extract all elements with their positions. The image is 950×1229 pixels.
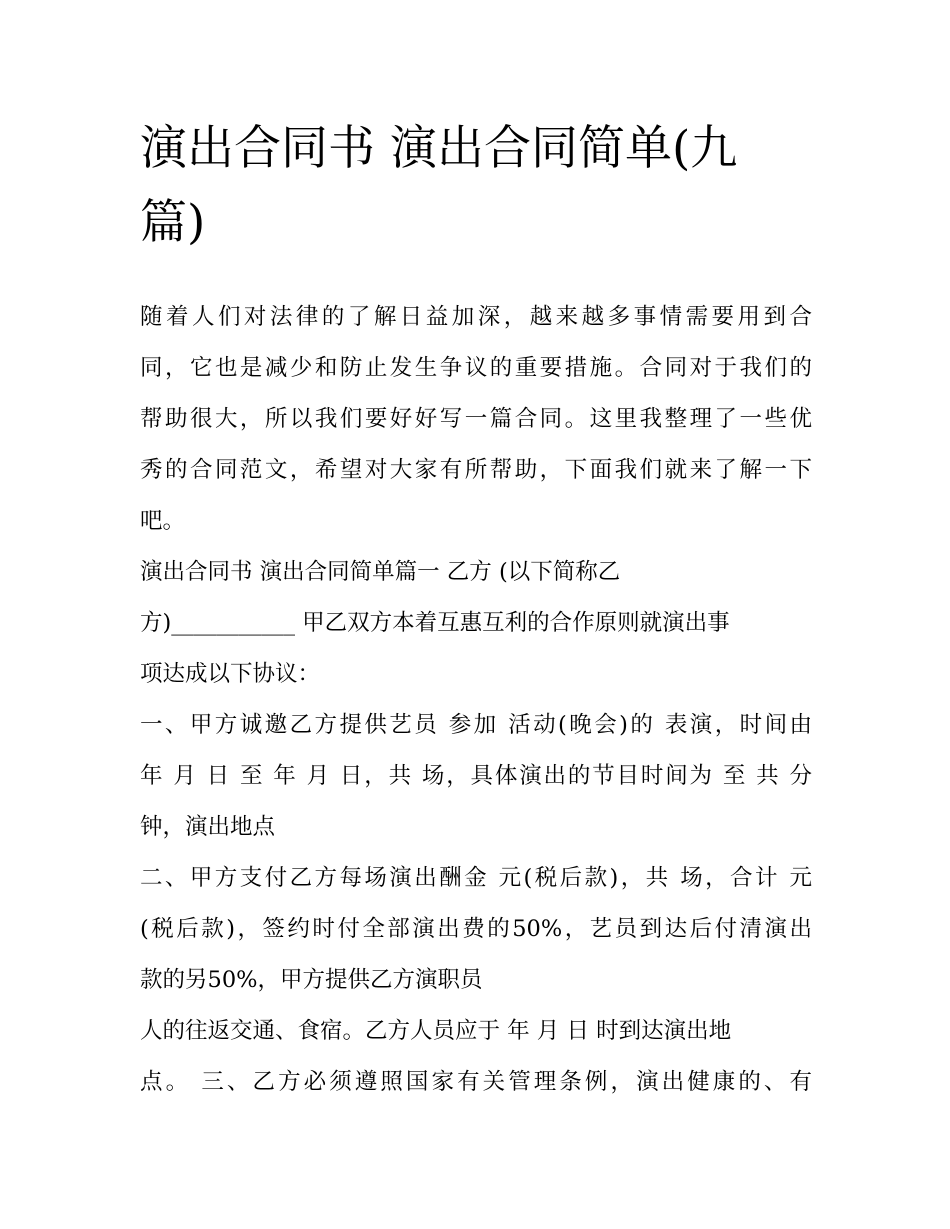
text-line: 二、甲方支付乙方每场演出酬金 元(税后款)，共 场，合计 元 <box>140 865 812 891</box>
text-line: 款的另50%，甲方提供乙方演职员 <box>140 967 483 993</box>
text-line: 项达成以下协议： <box>140 661 321 687</box>
document-title <box>140 0 812 260</box>
text-line: 钟，演出地点 <box>140 814 276 840</box>
title-line: 演出合同书 演出合同简单(九 <box>140 121 738 176</box>
text-line: 人的往返交通、食宿。乙方人员应于 年 月 日 时到达演出地 <box>140 1018 732 1044</box>
text-line: 年 月 日 至 年 月 日，共 场，具体演出的节目时间为 至 共 分 <box>140 763 812 789</box>
text-line: 吧。 <box>140 508 186 534</box>
text-line: 演出合同书 演出合同简单篇一 乙方 (以下简称乙 <box>140 559 621 585</box>
text-line: 秀的合同范文，希望对大家有所帮助，下面我们就来了解一下 <box>140 457 812 483</box>
text-line: 方)___________ 甲乙双方本着互惠互利的合作原则就演出事 <box>140 610 730 636</box>
text-line: 点。 三、乙方必须遵照国家有关管理条例，演出健康的、有 <box>140 1069 812 1095</box>
intro-paragraph <box>140 292 812 547</box>
text-line: 帮助很大，所以我们要好好写一篇合同。这里我整理了一些优 <box>140 406 812 432</box>
text-line: 随着人们对法律的了解日益加深，越来越多事情需要用到合 <box>140 304 812 330</box>
text-line: 同，它也是减少和防止发生争议的重要措施。合同对于我们的 <box>140 355 812 381</box>
contract-body <box>140 547 812 1108</box>
document-page <box>140 0 812 1108</box>
text-line: (税后款)，签约时付全部演出费的50%，艺员到达后付清演出 <box>140 916 812 942</box>
text-line: 一、甲方诚邀乙方提供艺员 参加 活动(晚会)的 表演，时间由 <box>140 712 812 738</box>
title-line: 篇) <box>140 195 206 250</box>
